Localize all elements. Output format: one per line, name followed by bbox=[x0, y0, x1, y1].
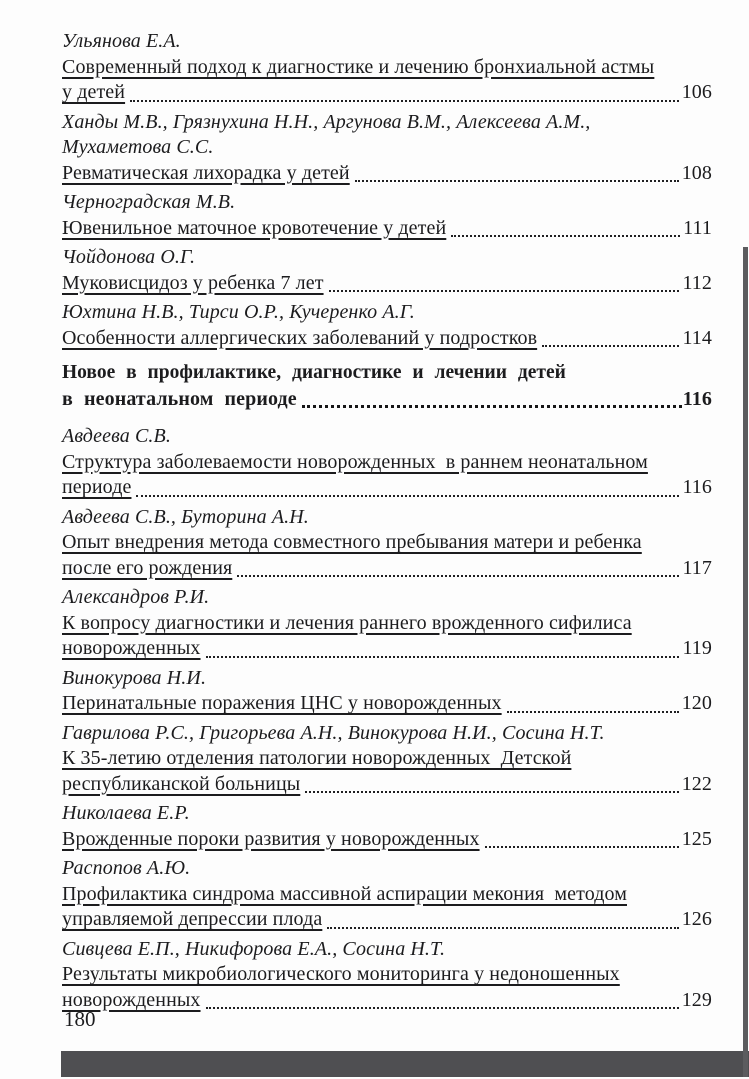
entry-authors: Авдеева С.В., Буторина А.Н. bbox=[62, 505, 309, 528]
scan-shadow-bottom bbox=[61, 1051, 749, 1077]
entry-title-row bbox=[62, 988, 712, 1014]
toc-entry bbox=[62, 300, 712, 351]
dot-leader bbox=[305, 791, 678, 793]
entry-title-text: Опыт внедрения метода совместного пребывания матери и ребенка bbox=[62, 531, 642, 553]
page-number: 129 bbox=[681, 988, 712, 1011]
dot-leader bbox=[206, 1007, 679, 1009]
dot-leader bbox=[237, 575, 679, 577]
entry-title-text: Профилактика синдрома массивной аспирации мекония методом bbox=[62, 882, 627, 905]
entry-authors: Сивцева Е.П., Никифорова Е.А., Сосина Н.Т. bbox=[62, 937, 446, 960]
dot-leader bbox=[485, 846, 679, 848]
page-number: 122 bbox=[681, 772, 712, 795]
entry-title-row bbox=[62, 907, 712, 933]
entry-authors: Мухаметова С.С. bbox=[62, 136, 214, 158]
entry-title-row bbox=[62, 556, 712, 582]
dot-leader bbox=[329, 290, 680, 292]
page-number: 119 bbox=[682, 637, 712, 659]
dot-leader bbox=[355, 180, 679, 182]
toc-entry bbox=[62, 190, 712, 241]
entry-title-row bbox=[62, 271, 712, 297]
entry-title-line bbox=[62, 962, 712, 988]
section-heading-row bbox=[62, 386, 712, 412]
page-number: 116 bbox=[682, 476, 712, 498]
entry-title-text: Врожденные пороки развития у новорожденных bbox=[62, 827, 480, 850]
dot-leader bbox=[327, 927, 678, 929]
entry-authors: Ульянова Е.А. bbox=[62, 30, 181, 52]
entry-title-line bbox=[62, 746, 712, 772]
entry-title-text: Муковисцидоз у ребенка 7 лет bbox=[62, 271, 324, 294]
section-heading-line: Новое в профилактике, диагностике и лечении детей bbox=[62, 362, 566, 383]
entry-title-row bbox=[62, 161, 712, 187]
entry-title-text: Ревматическая лихорадка у детей bbox=[62, 161, 350, 184]
dot-leader bbox=[136, 495, 679, 497]
entry-title-text: периоде bbox=[62, 476, 132, 498]
entry-authors: Чойдонова О.Г. bbox=[62, 246, 196, 268]
entry-title-row bbox=[62, 326, 712, 352]
page-number: 106 bbox=[681, 81, 712, 103]
toc-entry bbox=[62, 666, 712, 717]
page-number: 120 bbox=[681, 692, 712, 714]
entry-title-text: Ювенильное маточное кровотечение у детей bbox=[62, 216, 447, 239]
entry-title-text: республиканской больницы bbox=[62, 772, 301, 795]
entry-title-text: Структура заболеваемости новорожденных в раннем неонатальном bbox=[62, 450, 648, 473]
entry-authors: Распопов А.Ю. bbox=[62, 857, 191, 879]
toc-entry bbox=[62, 801, 712, 852]
entry-title-text: К вопросу диагностики и лечения раннего врожденного сифилиса bbox=[62, 611, 632, 634]
entry-authors: Ханды М.В., Грязнухина Н.Н., Аргунова В.М., Алексеева А.М., bbox=[62, 110, 591, 133]
toc-entry bbox=[62, 29, 712, 106]
entry-title-line bbox=[62, 882, 712, 908]
page-number: 108 bbox=[681, 161, 712, 184]
entry-title-row bbox=[62, 772, 712, 798]
toc-entry bbox=[62, 856, 712, 933]
section-heading bbox=[62, 360, 712, 412]
entry-title-row bbox=[62, 691, 712, 717]
dot-leader bbox=[542, 345, 679, 347]
entry-authors: Юхтина Н.В., Тирси О.Р., Кучеренко А.Г. bbox=[62, 301, 415, 323]
entry-title-text: новорожденных bbox=[62, 637, 201, 659]
entry-title-text: К 35-летию отделения патологии новорожденных Детской bbox=[62, 747, 572, 769]
dot-leader bbox=[206, 656, 680, 658]
entry-title-line bbox=[62, 530, 712, 556]
entry-title-row bbox=[62, 216, 712, 242]
page-number: 114 bbox=[682, 326, 712, 349]
page-number: 112 bbox=[682, 271, 712, 294]
page-number: 116 bbox=[682, 388, 712, 410]
toc-entry bbox=[62, 110, 712, 187]
entry-title-row bbox=[62, 475, 712, 501]
toc-entry bbox=[62, 505, 712, 582]
entry-title-text: у детей bbox=[62, 81, 126, 103]
entry-title-line bbox=[62, 450, 712, 476]
page-number: 125 bbox=[681, 827, 712, 850]
section-heading-text: в неонатальном периоде bbox=[62, 388, 297, 410]
footer-page-number: 180 bbox=[64, 1007, 96, 1031]
scan-shadow-right bbox=[743, 247, 748, 1077]
entry-title-text: Результаты микробиологического мониторинга у недоношенных bbox=[62, 963, 620, 985]
entry-title-text: управляемой депрессии плода bbox=[62, 908, 323, 930]
entry-title-row bbox=[62, 827, 712, 853]
entry-title-text: новорожденных bbox=[62, 988, 201, 1011]
toc-entry bbox=[62, 424, 712, 501]
entry-title-line bbox=[62, 55, 712, 81]
entry-authors: Черноградская М.В. bbox=[62, 191, 236, 213]
page-number: 111 bbox=[683, 216, 712, 239]
page-number: 117 bbox=[682, 556, 712, 579]
entry-title-row bbox=[62, 636, 712, 662]
entry-authors: Авдеева С.В. bbox=[62, 425, 171, 447]
toc-list bbox=[62, 29, 712, 1017]
toc-entry bbox=[62, 245, 712, 296]
entry-title-text: Современный подход к диагностике и лечению бронхиальной астмы bbox=[62, 55, 655, 78]
entry-authors: Александров Р.И. bbox=[62, 586, 210, 608]
toc-entry bbox=[62, 721, 712, 798]
entry-authors: Николаева Е.Р. bbox=[62, 802, 190, 824]
entry-title-line bbox=[62, 611, 712, 637]
entry-title-text: после его рождения bbox=[62, 556, 233, 579]
entry-title-text: Перинатальные поражения ЦНС у новорожденных bbox=[62, 692, 502, 714]
toc-entry bbox=[62, 585, 712, 662]
page-number: 126 bbox=[681, 908, 712, 930]
entry-authors: Винокурова Н.И. bbox=[62, 666, 207, 689]
dot-leader bbox=[130, 100, 679, 102]
entry-title-text: Особенности аллергических заболеваний у подростков bbox=[62, 326, 538, 349]
dot-leader bbox=[451, 235, 680, 237]
dot-leader bbox=[507, 711, 679, 713]
entry-authors: Гаврилова Р.С., Григорьева А.Н., Винокурова Н.И., Сосина Н.Т. bbox=[62, 721, 605, 744]
toc-entry bbox=[62, 937, 712, 1014]
dot-leader bbox=[302, 405, 682, 408]
entry-title-row bbox=[62, 80, 712, 106]
